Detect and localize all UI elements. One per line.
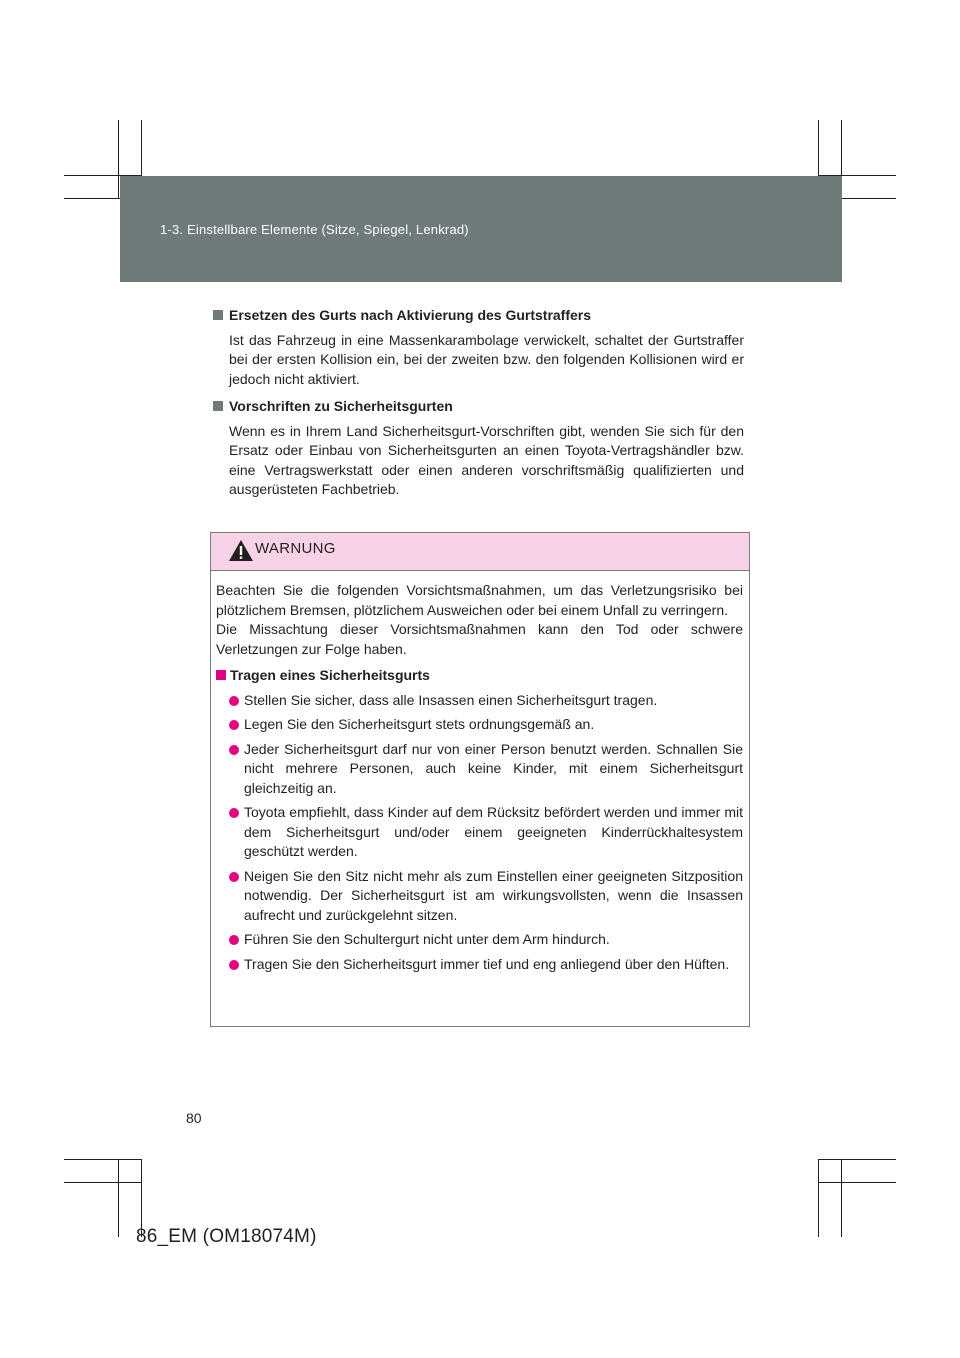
section-heading-text: Vorschriften zu Sicherheitsgurten <box>229 398 453 414</box>
crop-mark <box>818 1159 896 1160</box>
crop-mark <box>841 1159 842 1237</box>
square-bullet-icon <box>216 670 226 680</box>
section-title: 1-3. Einstellbare Elemente (Sitze, Spiegel, Lenkrad) <box>160 222 469 237</box>
list-item <box>216 955 743 975</box>
round-bullet-icon <box>229 935 239 945</box>
section-heading-text: Ersetzen des Gurts nach Aktivierung des Gurtstraffers <box>229 307 592 323</box>
warning-subheading-text: Tragen eines Sicherheitsgurts <box>230 667 430 683</box>
section-heading <box>213 397 744 417</box>
list-item-text: Jeder Sicherheitsgurt darf nur von einer Person benutzt werden. Schnallen Sie nicht mehrere Personen, auch keine Kinder, mit einem Sicherheitsgurt gleichzeitig an. <box>244 740 743 796</box>
warning-header <box>211 533 749 571</box>
document-code: 86_EM (OM18074M) <box>136 1226 317 1247</box>
list-item <box>216 691 743 711</box>
square-bullet-icon <box>213 310 223 320</box>
round-bullet-icon <box>229 696 239 706</box>
crop-mark <box>64 1159 142 1160</box>
list-item <box>216 867 743 926</box>
warning-box <box>210 532 750 1027</box>
section-body: Wenn es in Ihrem Land Sicherheitsgurt-Vorschriften gibt, wenden Sie sich für den Ersatz oder Einbau von Sicherheitsgurten an einen Toyota-Vertragshändler bzw. eine Vertragswerkstatt oder einen anderen vorschriftsmäßig qualifizierten und ausgerüsteten Fachbetrieb. <box>229 422 744 497</box>
list-item-text: Tragen Sie den Sicherheitsgurt immer tief und eng anliegend über den Hüften. <box>244 955 730 972</box>
round-bullet-icon <box>229 960 239 970</box>
warning-body <box>211 571 749 974</box>
round-bullet-icon <box>229 745 239 755</box>
round-bullet-icon <box>229 808 239 818</box>
list-item-text: Toyota empfiehlt, dass Kinder auf dem Rücksitz befördert werden und immer mit dem Sicherheitsgurt und/oder einem geeigneten Kinderrückhaltesystem geschützt werden. <box>244 804 743 859</box>
warning-subheading <box>216 666 743 686</box>
list-item-text: Führen Sie den Schultergurt nicht unter dem Arm hindurch. <box>244 931 610 947</box>
round-bullet-icon <box>229 872 239 882</box>
list-item <box>216 715 743 735</box>
page-number: 80 <box>186 1110 202 1126</box>
crop-mark <box>118 120 119 198</box>
crop-mark <box>818 1159 819 1237</box>
crop-mark <box>64 1182 142 1183</box>
round-bullet-icon <box>229 720 239 730</box>
crop-mark <box>818 1182 896 1183</box>
warning-intro: Die Missachtung dieser Vorsichtsmaßnahmen kann den Tod oder schwere Verletzungen zur Folge haben. <box>216 621 743 657</box>
list-item-text: Stellen Sie sicher, dass alle Insassen einen Sicherheitsgurt tragen. <box>244 691 658 708</box>
section-heading <box>213 306 744 326</box>
warning-bullet-list <box>216 691 743 975</box>
crop-mark <box>118 1159 119 1237</box>
main-content <box>213 306 744 508</box>
list-item <box>216 740 743 799</box>
list-item <box>216 803 743 862</box>
section-body: Ist das Fahrzeug in eine Massenkarambolage verwickelt, schaltet der Gurtstraffer bei der ersten Kollision ein, bei der zweiten bzw. den folgenden Kollisionen wird er jedoch nicht aktiviert. <box>229 331 744 387</box>
chapter-header-band <box>120 176 842 282</box>
warning-intro: Beachten Sie die folgenden Vorsichtsmaßnahmen, um das Verletzungsrisiko bei plötzlichem Bremsen, plötzlichem Ausweichen oder bei einem Unfall zu verringern. <box>216 582 743 618</box>
list-item <box>216 930 743 950</box>
square-bullet-icon <box>213 401 223 411</box>
list-item-text: Legen Sie den Sicherheitsgurt stets ordnungsgemäß an. <box>244 716 595 732</box>
list-item-text: Neigen Sie den Sitz nicht mehr als zum Einstellen einer geeigneten Sitzposition notwendig. Der Sicherheitsgurt ist am wirkungsvollsten, wenn die Insassen aufrecht und zurückgelehnt sitzen. <box>244 867 743 923</box>
warning-label: WARNUNG <box>255 540 336 557</box>
warning-triangle-icon <box>228 539 254 562</box>
